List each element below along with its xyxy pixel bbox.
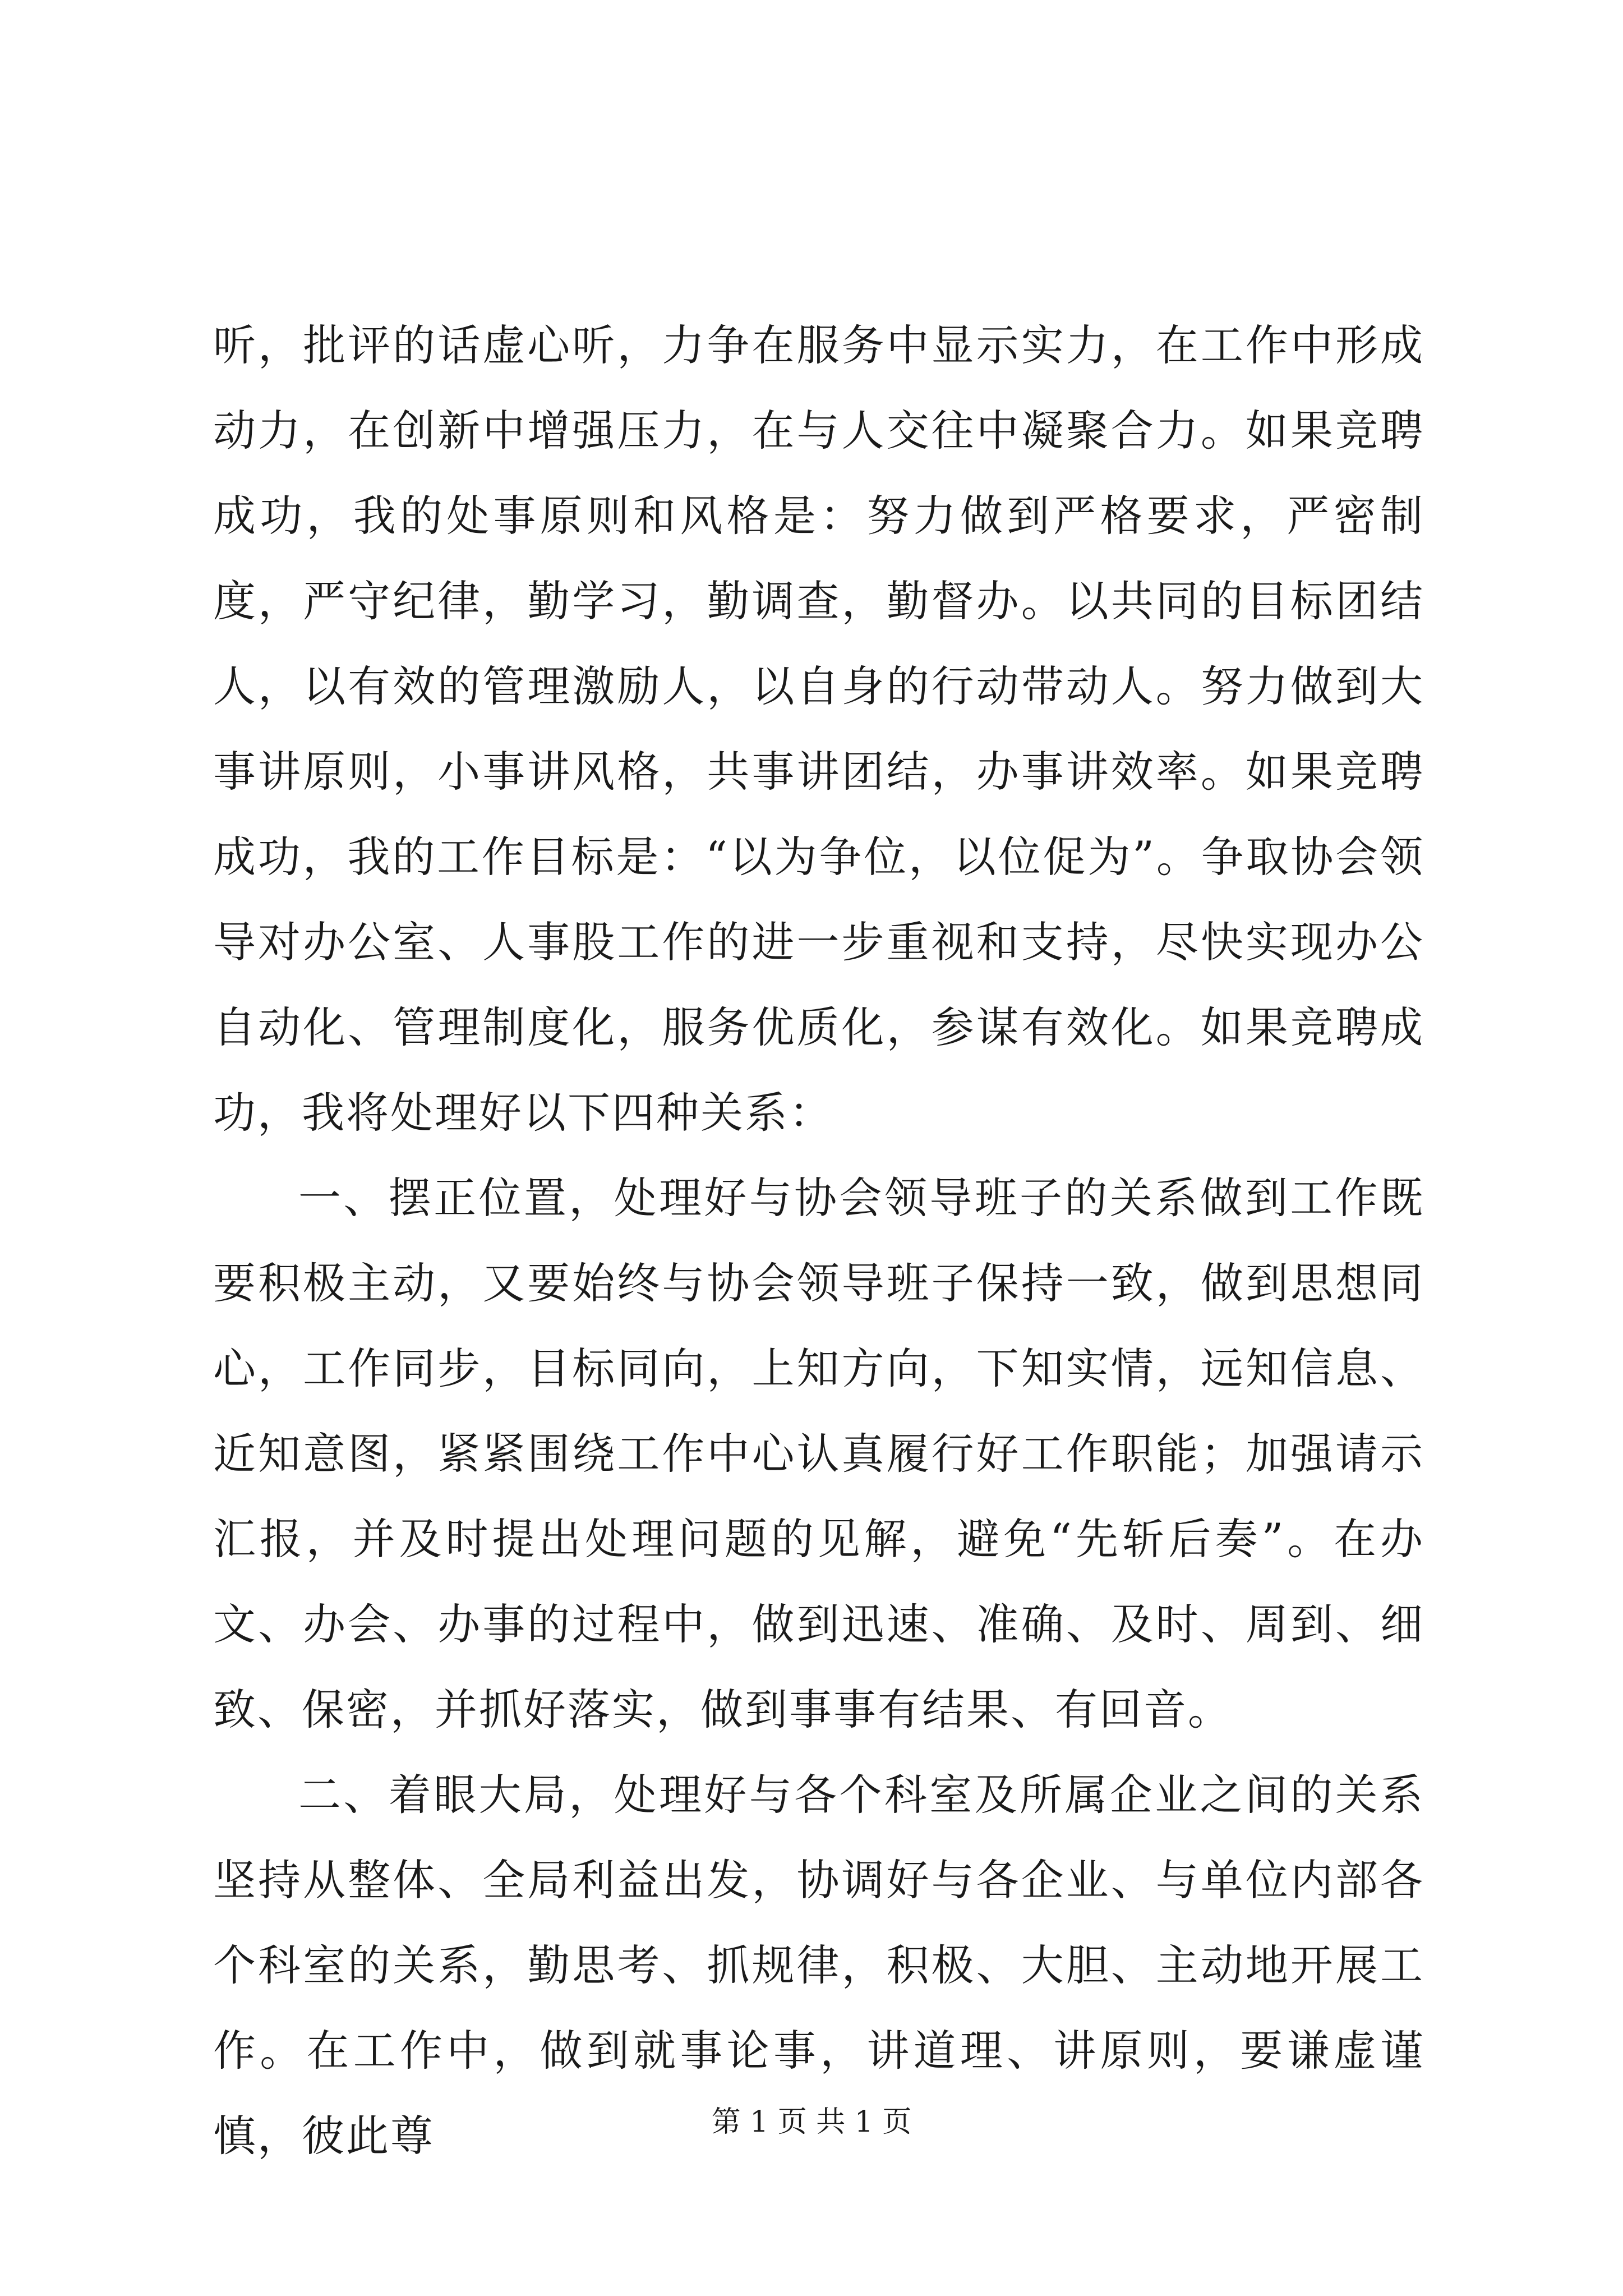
document-body: [213, 303, 1424, 2179]
page-footer: 第 1 页 共 1 页: [711, 2105, 912, 2139]
paragraph-leadership-relationship: 一、摆正位置，处理好与协会领导班子的关系做到工作既要积极主动，又要始终与协会领导班子保持一致，做到思想同心，工作同步，目标同向，上知方向，下知实情，远知信息、近知意图，紧紧围绕工作中心认真履行好工作职能；加强请示汇报，并及时提出处理问题的见解，避免“先斩后奏”。在办文、办会、办事的过程中，做到迅速、准确、及时、周到、细致、保密，并抓好落实，做到事事有结果、有回音。: [213, 1173, 1424, 1734]
paragraph-continuation: 听，批评的话虚心听，力争在服务中显示实力，在工作中形成动力，在创新中增强压力，在与人交往中凝聚合力。如果竞聘成功，我的处事原则和风格是：努力做到严格要求，严密制度，严守纪律，勤学习，勤调查，勤督办。以共同的目标团结人，以有效的管理激励人，以自身的行动带动人。努力做到大事讲原则，小事讲风格，共事讲团结，办事讲效率。如果竞聘成功，我的工作目标是：“以为争位，以位促为”。争取协会领导对办公室、人事股工作的进一步重视和支持，尽快实现办公自动化、管理制度化，服务优质化，参谋有效化。如果竞聘成功，我将处理好以下四种关系：: [213, 320, 1424, 1138]
paragraph-departments-relationship: 二、着眼大局，处理好与各个科室及所属企业之间的关系坚持从整体、全局利益出发，协调好与各企业、与单位内部各个科室的关系，勤思考、抓规律，积极、大胆、主动地开展工作。在工作中，做到就事论事，讲道理、讲原则，要谦虚谨慎，彼此尊: [213, 1770, 1424, 2161]
